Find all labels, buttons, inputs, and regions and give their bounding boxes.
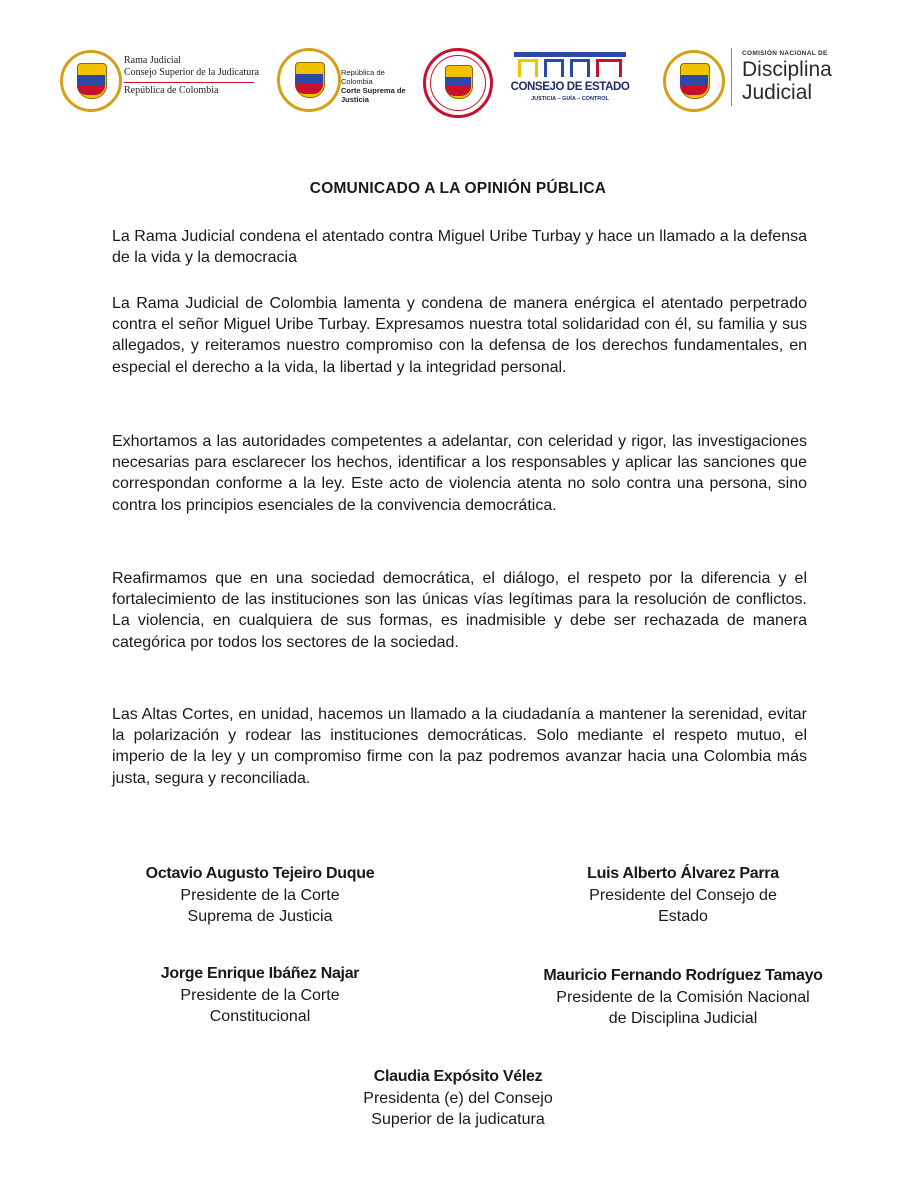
consejo-estado-logo (510, 50, 630, 116)
signatory-block (298, 1066, 618, 1131)
signatory-block (100, 963, 420, 1028)
comision-title: Disciplina Judicial (742, 58, 832, 104)
signatory-name: Claudia Expósito Vélez (373, 1068, 543, 1085)
signatory-role: Presidente de la Comisión Nacional (556, 988, 810, 1006)
signatory-name: Luis Alberto Álvarez Parra (587, 865, 779, 882)
consejo-estado-title: CONSEJO DE ESTADO (510, 81, 630, 93)
logo-strip (55, 38, 855, 133)
consejo-estado-subtitle: JUSTICIA – GUÍA – CONTROL (531, 96, 609, 102)
coat-of-arms-icon (277, 48, 341, 112)
corte-suprema-text: República de Colombia Corte Suprema de Justicia (341, 68, 406, 104)
paragraph-2: Exhortamos a las autoridades competentes a adelantar, con celeridad y rigor, las investigaciones necesarias para esclarecer los hechos, identificar a los responsables y aplicar las sanciones que correspondan conforme a la ley. Este acto de violencia atenta no solo contra una persona, sino contra los principios esenciales de la convivencia democrática. (112, 433, 807, 514)
signatory-block (493, 965, 873, 1030)
paragraph-4: Las Altas Cortes, en unidad, hacemos un llamado a la ciudadanía a mantener la serenidad, evitar la polarización y rodear las instituciones democráticas. Solo mediante el respeto mutuo, el imperio de la ley y un compromiso firme con la paz podremos avanzar hacia una Colombia más justa, segura y reconciliada. (112, 706, 807, 787)
comision-small-text: COMISIÓN NACIONAL DE (742, 50, 828, 57)
signatory-role: de Disciplina Judicial (608, 1010, 758, 1027)
signatory-block (523, 863, 843, 928)
signatory-role: Suprema de Justicia (187, 908, 333, 925)
seal-icon (423, 48, 493, 118)
comision-disciplina-logo (663, 48, 853, 114)
corte-constitucional-logo (423, 48, 493, 118)
signatory-role: Presidenta (e) del Consejo (363, 1089, 553, 1107)
paragraph-1: La Rama Judicial de Colombia lamenta y condena de manera enérgica el atentado perpetrado contra el señor Miguel Uribe Turbay. Expresamos nuestra total solidaridad con él, su familia y sus allegados, y reiteramos nuestro compromiso con la defensa de los derechos fundamentales, en especial el derecho a la vida, la libertad y la integridad personal. (112, 295, 807, 376)
paragraph-3: Reafirmamos que en una sociedad democrática, el diálogo, el respeto por la diferencia y el fortalecimiento de las instituciones son las únicas vías legítimas para la resolución de conflictos. La violencia, en cualquiera de sus formas, es inadmisible y debe ser rechazada de manera categórica por todos los sectores de la sociedad. (112, 570, 807, 651)
signatory-role: Presidente del Consejo de (589, 886, 777, 904)
corte-suprema-logo (277, 48, 412, 112)
signatory-name: Octavio Augusto Tejeiro Duque (145, 865, 375, 882)
consejo-superior-text: Rama Judicial Consejo Superior de la Judicatura República de Colombia (124, 55, 259, 96)
document-title: COMUNICADO A LA OPINIÓN PÚBLICA (309, 180, 607, 197)
building-icon (514, 52, 626, 78)
signatory-role: Constitucional (209, 1008, 311, 1025)
coat-of-arms-icon (663, 50, 725, 112)
signatory-role: Presidente de la Corte (180, 886, 340, 904)
signatory-role: Estado (658, 908, 708, 925)
signatory-name: Jorge Enrique Ibáñez Najar (160, 965, 360, 982)
signatory-name: Mauricio Fernando Rodríguez Tamayo (543, 967, 823, 984)
paragraph-headline: La Rama Judicial condena el atentado contra Miguel Uribe Turbay y hace un llamado a la defensa de la vida y la democracia (112, 228, 807, 267)
coat-of-arms-icon (60, 50, 122, 112)
signatory-block (100, 863, 420, 928)
signatory-role: Presidente de la Corte (180, 986, 340, 1004)
signatory-role: Superior de la judicatura (371, 1111, 545, 1128)
consejo-superior-logo (60, 50, 270, 110)
